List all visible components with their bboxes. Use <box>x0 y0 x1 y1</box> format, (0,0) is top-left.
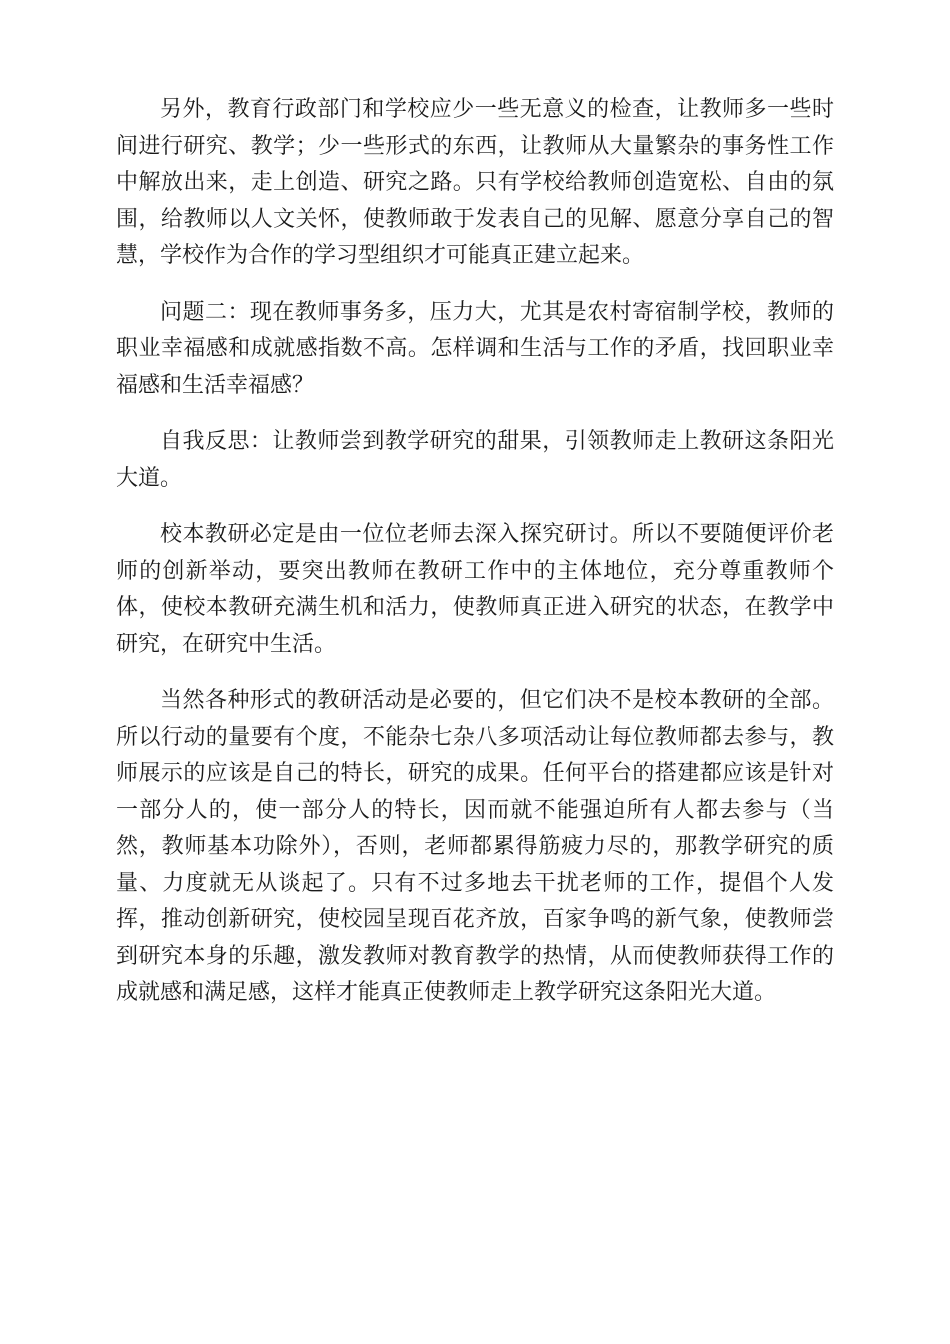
paragraph-5: 当然各种形式的教研活动是必要的，但它们决不是校本教研的全部。所以行动的量要有个度，不能杂七杂八多项活动让每位教师都去参与，教师展示的应该是自己的特长，研究的成果。任何平台的搭建都应该是针对一部分人的，使一部分人的特长，因而就不能强迫所有人都去参与（当然，教师基本功除外），否则，老师都累得筋疲力尽的，那教学研究的质量、力度就无从谈起了。只有不过多地去干扰老师的工作，提倡个人发挥，推动创新研究，使校园呈现百花齐放，百家争鸣的新气象，使教师尝到研究本身的乐趣，激发教师对教育教学的热情，从而使教师获得工作的成就感和满足感，这样才能真正使教师走上教学研究这条阳光大道。 <box>116 688 834 1005</box>
paragraph-1: 另外，教育行政部门和学校应少一些无意义的检查，让教师多一些时间进行研究、教学；少一些形式的东西，让教师从大量繁杂的事务性工作中解放出来，走上创造、研究之路。只有学校给教师创造宽松、自由的氛围，给教师以人文关怀，使教师敢于发表自己的见解、愿意分享自己的智慧，学校作为合作的学习型组织才可能真正建立起来。 <box>116 97 834 268</box>
paragraph-4: 校本教研必定是由一位位老师去深入探究研讨。所以不要随便评价老师的创新举动，要突出教师在教研工作中的主体地位，充分尊重教师个体，使校本教研充满生机和活力，使教师真正进入研究的状态，在教学中研究，在研究中生活。 <box>116 522 834 657</box>
paragraph-2: 问题二：现在教师事务多，压力大，尤其是农村寄宿制学校，教师的职业幸福感和成就感指数不高。怎样调和生活与工作的矛盾，找回职业幸福感和生活幸福感？ <box>116 299 834 398</box>
document-page <box>116 92 834 1032</box>
paragraph-3: 自我反思：让教师尝到教学研究的甜果，引领教师走上教研这条阳光大道。 <box>116 429 834 491</box>
